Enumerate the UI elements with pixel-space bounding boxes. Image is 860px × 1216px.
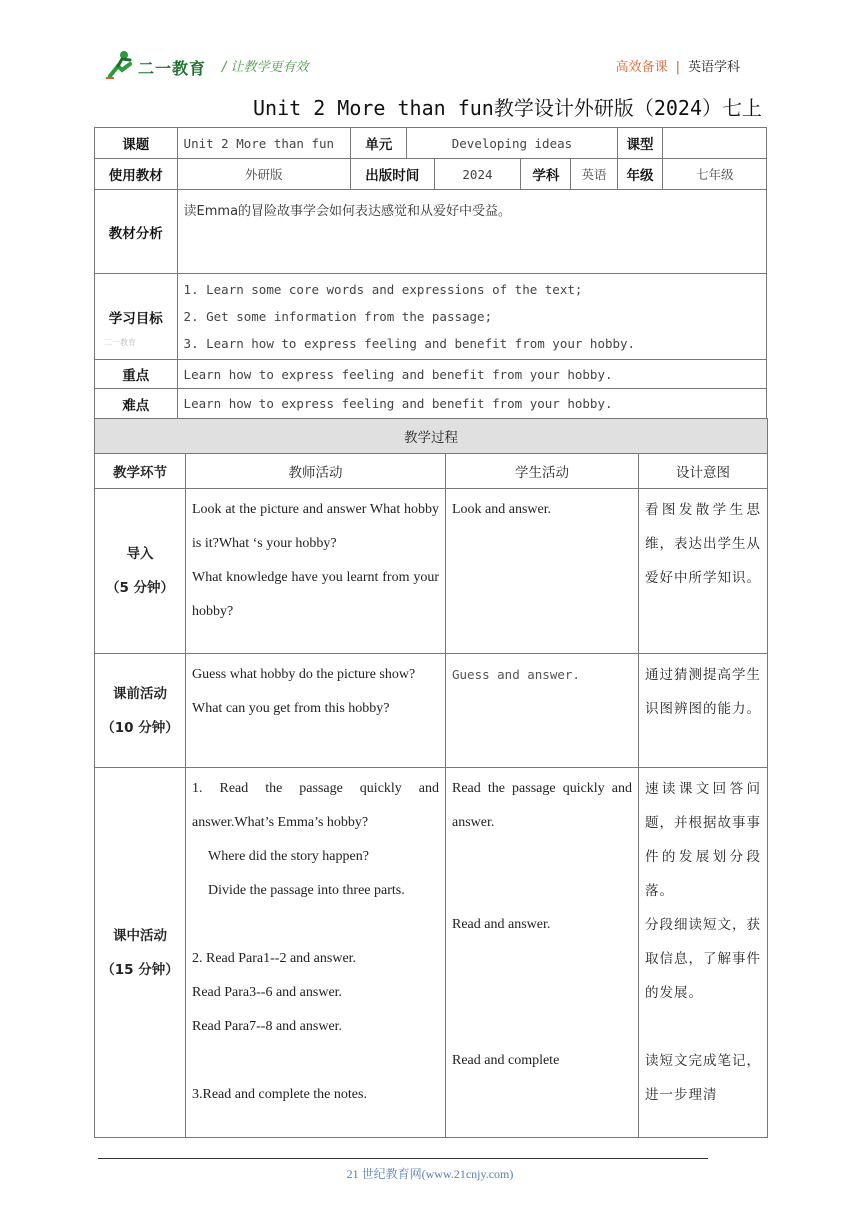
student-activity [446,768,639,1138]
key-text: Learn how to express feeling and benefit from your hobby. [177,360,766,389]
teacher-activity [186,654,446,768]
stage-intro [95,489,186,654]
student-line: Read and answer. [452,917,551,932]
teacher-line: What knowledge have you learnt from your hobby? [192,570,439,619]
footer-divider [98,1158,708,1159]
teacher-line: Look at the picture and answer What hobby is it?What ‘s your hobby? [192,502,439,551]
stage-time: （10 分钟） [101,719,179,736]
process-band: 教学过程 [95,419,768,454]
goal-item: 3. Learn how to express feeling and benefit from your hobby. [183,336,636,351]
student-line: Read and complete [452,1053,560,1068]
logo [104,50,214,80]
col-student-header: 学生活动 [446,454,639,489]
topic-label: 课题 [95,128,178,159]
teacher-activity [186,768,446,1138]
grade-label: 年级 [617,159,663,190]
intent-text: 分段细读短文，获取信息，了解事件的发展。 [645,917,761,1001]
stage-time: （5 分钟） [105,580,175,596]
stage-name: 课中活动 [113,927,167,944]
process-table [94,418,768,1138]
design-intent [639,489,768,654]
pubtime-value: 2024 [434,159,521,190]
student-activity [446,654,639,768]
header-tags [616,56,740,75]
logo-text: 二一教育 [138,59,207,78]
teacher-line: 3.Read and complete the notes. [192,1087,367,1102]
intent-text: 读短文完成笔记，进一步理清 [645,1053,761,1103]
teacher-line: What can you get from this hobby? [192,701,390,716]
grade-value: 七年级 [663,159,767,190]
stage-time: （15 分钟） [101,961,179,978]
tag-subject: 英语学科 [687,60,740,75]
tag-separator: | [675,60,680,75]
goals-list [177,274,766,360]
col-intent-header: 设计意图 [639,454,768,489]
goal-item: 2. Get some information from the passage; [183,309,493,324]
unit-label: 单元 [351,128,407,159]
type-label: 课型 [617,128,663,159]
teacher-line: Guess what hobby do the picture show? [192,667,416,682]
teacher-line: Where did the story happen? [208,849,369,864]
page-header [104,48,764,84]
analysis-label: 教材分析 [95,190,178,274]
textbook-label: 使用教材 [95,159,178,190]
intent-text: 通过猜测提高学生识图辨图的能力。 [645,667,761,717]
col-teacher-header: 教师活动 [186,454,446,489]
intent-text: 看图发散学生思维，表达出学生从爱好中所学知识。 [645,502,761,586]
student-line: Look and answer. [452,502,552,517]
teacher-line: 1. Read the passage quickly and answer.What’s Emma’s hobby? [192,781,439,830]
teacher-line: Divide the passage into three parts. [208,883,405,898]
watermark-logo: 二一教育 [104,338,136,347]
teacher-line: Read Para3--6 and answer. [192,985,343,1000]
student-line: Guess and answer. [452,667,580,682]
subject-label: 学科 [521,159,571,190]
goal-item: 1. Learn some core words and expressions of the text; [183,282,583,297]
textbook-value: 外研版 [177,159,350,190]
design-intent [639,768,768,1138]
goals-label: 学习目标 [95,274,178,360]
teacher-line: 2. Read Para1--2 and answer. [192,951,357,966]
design-intent [639,654,768,768]
page-footer: 21 世纪教育网(www.21cnjy.com) [346,1167,514,1181]
stage-pre-class [95,654,186,768]
difficult-text: Learn how to express feeling and benefit from your hobby. [177,389,766,419]
tag-efficient-prep: 高效备课 [615,60,668,75]
subject-value: 英语 [571,159,617,190]
stage-name: 课前活动 [113,685,167,702]
student-line: Read the passage quickly and answer. [452,781,632,830]
pubtime-label: 出版时间 [351,159,435,190]
intent-text: 速读课文回答问题，并根据故事事件的发展划分段落。 [645,781,761,899]
col-stage-header: 教学环节 [95,454,186,489]
runner-logo-icon [104,50,136,80]
topic-value: Unit 2 More than fun [177,128,350,159]
type-value [663,128,767,159]
teacher-line: Read Para7--8 and answer. [192,1019,343,1034]
difficult-label: 难点 [95,389,178,419]
stage-name: 导入 [126,546,154,562]
info-table [94,127,767,419]
key-label: 重点 [95,360,178,389]
page-title: Unit 2 More than fun教学设计外研版（2024）七上 [253,96,762,120]
student-activity [446,489,639,654]
stage-in-class [95,768,186,1138]
teacher-activity [186,489,446,654]
unit-value: Developing ideas [407,128,617,159]
slogan: / 让教学更有效 [222,60,309,75]
analysis-text: 读Emma的冒险故事学会如何表达感觉和从爱好中受益。 [177,190,766,274]
